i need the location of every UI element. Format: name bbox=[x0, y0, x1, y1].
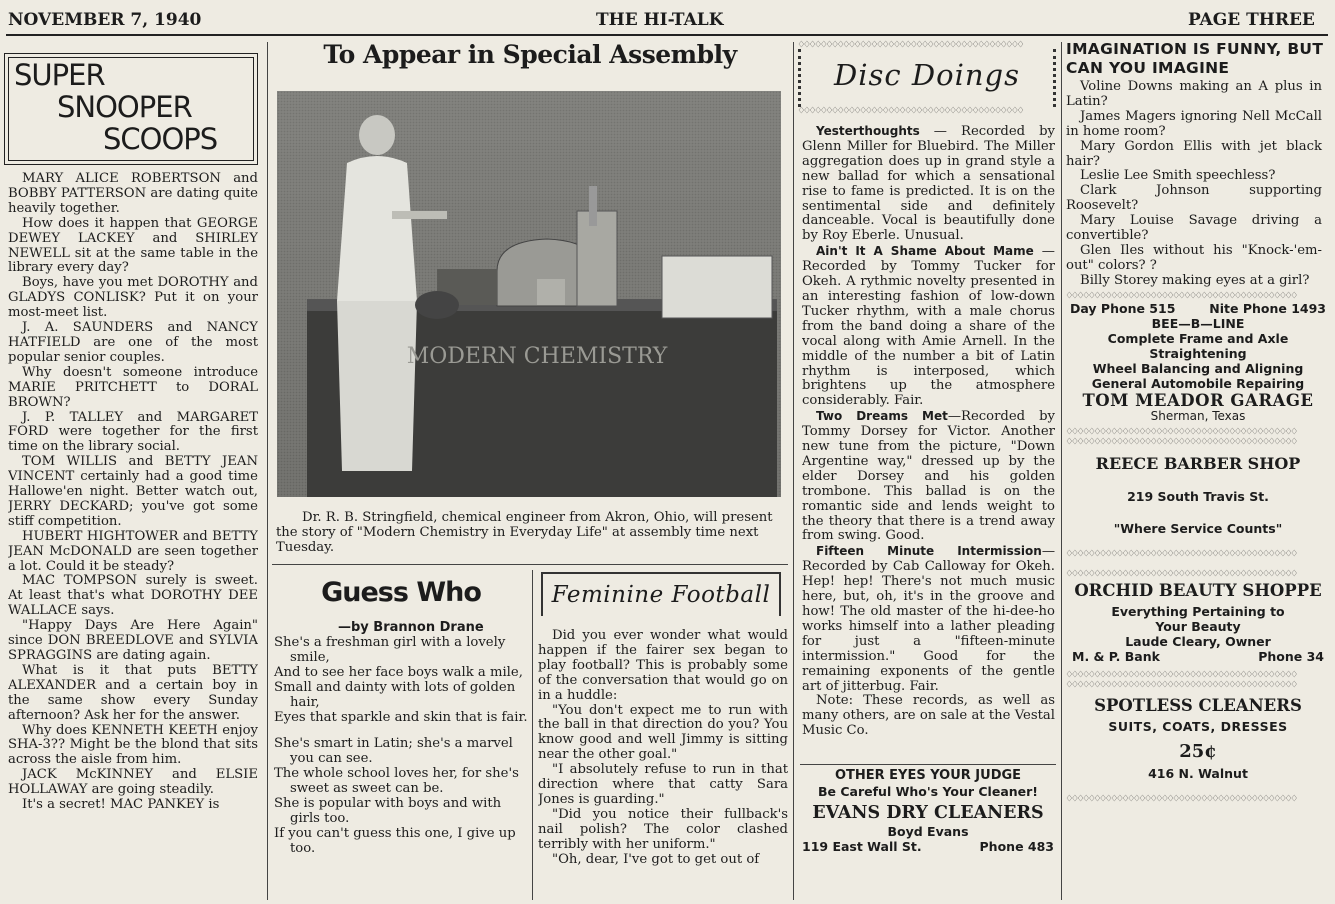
right-column bbox=[1066, 40, 1330, 900]
spotless-name: SPOTLESS CLEANERS bbox=[1094, 695, 1302, 715]
garage-city: Sherman, Texas bbox=[1150, 408, 1246, 423]
poem-line: She's smart in Latin; she's a marvel you can see. bbox=[274, 736, 513, 767]
snooper-item: How does it happen that GEORGE DEWEY LACKEY and SHIRLEY NEWELL sit at the same table in the library every day? bbox=[8, 215, 258, 276]
snooper-item: What is it that puts BETTY ALEXANDER and a certain boy in the same show every Sunday afternoon? Ask her for the answer. bbox=[8, 662, 258, 723]
poem-line: She's a freshman girl with a lovely smile, bbox=[274, 635, 506, 665]
disc-reviews bbox=[802, 124, 1055, 762]
snooper-item: It's a secret! MAC PANKEY is bbox=[22, 797, 220, 813]
garage-day-phone: Day Phone 515 bbox=[1070, 300, 1176, 316]
spotless-address: 416 N. Walnut bbox=[1148, 765, 1248, 781]
column-divider bbox=[267, 42, 268, 900]
snooper-item: HUBERT HIGHTOWER and BETTY JEAN McDONALD are seen together a lot. Could it be steady? bbox=[8, 528, 258, 574]
assembly-headline: To Appear in Special Assembly bbox=[323, 40, 737, 69]
orchid-name: ORCHID BEAUTY SHOPPE bbox=[1074, 580, 1322, 600]
ornament-border: ♢♢♢♢♢♢♢♢♢♢♢♢♢♢♢♢♢♢♢♢♢♢♢♢♢♢♢♢♢♢♢♢♢♢♢♢♢♢♢♢♢ bbox=[1066, 290, 1297, 300]
snooper-item: J. A. SAUNDERS and NANCY HATFIELD are one of the most popular senior couples. bbox=[8, 320, 258, 365]
feminine-paragraph: "You don't expect me to run with the ball in that direction do you? You know good and well Jimmy is sitting near the other goal." bbox=[538, 702, 788, 763]
review-title: Yesterthoughts bbox=[816, 124, 920, 138]
guess-who-title: Guess Who bbox=[321, 577, 481, 608]
garage-line: BEE—B—LINE bbox=[1151, 315, 1245, 331]
orchid-line2: Your Beauty bbox=[1155, 618, 1241, 634]
ornament-border: ♢♢♢♢♢♢♢♢♢♢♢♢♢♢♢♢♢♢♢♢♢♢♢♢♢♢♢♢♢♢♢♢♢♢♢♢♢♢♢♢♢ bbox=[1066, 436, 1297, 446]
masthead bbox=[0, 0, 1335, 38]
imagine-item: Voline Downs making an A plus in Latin? bbox=[1066, 79, 1322, 109]
review-title: Two Dreams Met bbox=[816, 409, 948, 424]
snooper-item: MAC TOMPSON surely is sweet. At least that's what DOROTHY DEE WALLACE says. bbox=[8, 573, 258, 619]
spotless-price: 25¢ bbox=[1179, 740, 1217, 762]
guess-who-section bbox=[272, 574, 530, 900]
snooper-item: Why doesn't someone introduce MARIE PRITCHETT to DORAL BROWN? bbox=[8, 364, 258, 410]
feminine-title: Feminine Football bbox=[551, 582, 771, 608]
ornament-border: ♢♢♢♢♢♢♢♢♢♢♢♢♢♢♢♢♢♢♢♢♢♢♢♢♢♢♢♢♢♢♢♢♢♢♢♢♢♢♢♢ bbox=[798, 106, 1023, 115]
ornament-border: ♢♢♢♢♢♢♢♢♢♢♢♢♢♢♢♢♢♢♢♢♢♢♢♢♢♢♢♢♢♢♢♢♢♢♢♢♢♢♢♢ bbox=[798, 40, 1023, 49]
imagine-item: Mary Louise Savage driving a convertible? bbox=[1066, 213, 1322, 244]
spotless-items: SUITS, COATS, DRESSES bbox=[1108, 718, 1288, 734]
review bbox=[802, 124, 1055, 244]
garage-name: TOM MEADOR GARAGE bbox=[1082, 390, 1314, 410]
snooper-title-line: SCOOPS bbox=[103, 122, 218, 156]
imagination-title: IMAGINATION IS FUNNY, BUT CAN YOU IMAGINE bbox=[1066, 40, 1324, 77]
evans-phone: Phone 483 bbox=[979, 839, 1054, 854]
review-title: Fifteen Minute Intermission bbox=[816, 544, 1042, 559]
evans-line2: Be Careful Who's Your Cleaner! bbox=[818, 784, 1038, 799]
poem-line: Small and dainty with lots of golden hair, bbox=[274, 679, 516, 710]
snooper-title-line: SNOOPER bbox=[57, 90, 192, 124]
orchid-line1: Everything Pertaining to bbox=[1111, 603, 1285, 619]
ornament-border: ♢♢♢♢♢♢♢♢♢♢♢♢♢♢♢♢♢♢♢♢♢♢♢♢♢♢♢♢♢♢♢♢♢♢♢♢♢♢♢♢♢ bbox=[1066, 548, 1297, 558]
orchid-ad bbox=[1066, 580, 1330, 664]
evans-owner: Boyd Evans bbox=[887, 824, 969, 839]
guess-who-byline: —by Brannon Drane bbox=[338, 620, 484, 635]
orchid-phone: Phone 34 bbox=[1258, 648, 1324, 664]
garage-service: Straightening bbox=[1149, 345, 1247, 361]
column-divider bbox=[1061, 42, 1062, 900]
snooper-item: JACK McKINNEY and ELSIE HOLLAWAY are going steadily. bbox=[8, 767, 258, 798]
reece-ad bbox=[1066, 453, 1330, 536]
snooper-item: J. P. TALLEY and MARGARET FORD were together for the first time on the library social. bbox=[8, 409, 258, 455]
garage-ad bbox=[1066, 301, 1330, 423]
imagine-item: Mary Gordon Ellis with jet black hair? bbox=[1066, 138, 1322, 169]
poem-line: If you can't guess this one, I give up too. bbox=[274, 825, 516, 856]
feminine-title-box bbox=[541, 572, 781, 616]
review-title: Ain't It A Shame About Mame bbox=[816, 244, 1034, 259]
evans-name: EVANS DRY CLEANERS bbox=[812, 803, 1044, 823]
ornament-border: ♢♢♢♢♢♢♢♢♢♢♢♢♢♢♢♢♢♢♢♢♢♢♢♢♢♢♢♢♢♢♢♢♢♢♢♢♢♢♢♢♢ bbox=[1066, 679, 1297, 689]
reece-address: 219 South Travis St. bbox=[1127, 488, 1269, 504]
disc-title-box bbox=[798, 40, 1056, 116]
feminine-paragraph: "Oh, dear, I've got to get out of bbox=[552, 851, 760, 867]
imagine-item: Leslie Lee Smith speechless? bbox=[1080, 168, 1276, 184]
garage-nite-phone: Nite Phone 1493 bbox=[1209, 300, 1326, 316]
ornament-border: ♢♢♢♢♢♢♢♢♢♢♢♢♢♢♢♢♢♢♢♢♢♢♢♢♢♢♢♢♢♢♢♢♢♢♢♢♢♢♢♢♢ bbox=[1066, 426, 1297, 436]
snooper-title-line: SUPER bbox=[14, 58, 105, 92]
section-rule bbox=[800, 764, 1056, 765]
ornament-border: ♢♢♢♢♢♢♢♢♢♢♢♢♢♢♢♢♢♢♢♢♢♢♢♢♢♢♢♢♢♢♢♢♢♢♢♢♢♢♢♢♢ bbox=[1066, 793, 1297, 803]
review-body: —Recorded by Tommy Dorsey for Victor. Another new tune from the picture, "Down Argentine way," dressed up by the elder Dorsey and his golden trombone. This ballad is on the romantic side and lends weight to the theory that there is a trend away from swing. Good. bbox=[802, 409, 1055, 544]
reece-slogan: "Where Service Counts" bbox=[1113, 520, 1283, 536]
review bbox=[802, 244, 1055, 409]
section-rule bbox=[272, 564, 788, 565]
column-divider bbox=[793, 42, 794, 900]
ornament-border: ♢♢♢♢♢♢♢♢♢♢♢♢♢♢♢♢♢♢♢♢♢♢♢♢♢♢♢♢♢♢♢♢♢♢♢♢♢♢♢♢♢ bbox=[1066, 568, 1297, 578]
feminine-paragraph: "I absolutely refuse to run in that direction where that catty Sara Jones is guarding." bbox=[538, 762, 788, 807]
snooper-item: "Happy Days Are Here Again" since DON BREEDLOVE and SYLVIA SPRAGGINS are dating again. bbox=[8, 618, 258, 663]
evans-line1: OTHER EYES YOUR JUDGE bbox=[834, 768, 1022, 783]
orchid-bank: M. & P. Bank bbox=[1072, 648, 1160, 664]
caption-text: Dr. R. B. Stringfield, chemical engineer from Akron, Ohio, will present the story of "Modern Chemistry in Everyday Life" at assembly time next Tuesday. bbox=[276, 511, 773, 555]
feminine-paragraph: Did you ever wonder what would happen if the fairer sex began to play football? This is probably some of the conversation that would go on in a huddle: bbox=[538, 628, 788, 703]
snooper-item: MARY ALICE ROBERTSON and BOBBY PATTERSON are dating quite heavily together. bbox=[8, 172, 258, 216]
photo-sign-text: MODERN CHEMISTRY bbox=[406, 344, 668, 369]
orchid-owner: Laude Cleary, Owner bbox=[1125, 633, 1271, 649]
snooper-item: Why does KENNETH KEETH enjoy SHA-3?? Might be the blond that sits across the aisle from him. bbox=[8, 722, 258, 768]
reece-name: REECE BARBER SHOP bbox=[1095, 453, 1301, 473]
poem-line: She is popular with boys and with girls too. bbox=[274, 796, 502, 826]
review bbox=[802, 409, 1055, 544]
masthead-rule bbox=[6, 34, 1328, 36]
evans-address: 119 East Wall St. bbox=[802, 839, 922, 854]
issue-date: NOVEMBER 7, 1940 bbox=[8, 10, 202, 30]
garage-service: Complete Frame and Axle bbox=[1107, 330, 1289, 346]
poem-line: Eyes that sparkle and skin that is fair. bbox=[274, 709, 528, 725]
evans-ad bbox=[800, 768, 1056, 858]
paper-name: THE HI-TALK bbox=[596, 10, 724, 30]
assembly-photo bbox=[277, 91, 781, 497]
snooper-item: TOM WILLIS and BETTY JEAN VINCENT certainly had a good time Hallowe'en night. Better watch out, JERRY DECKARD; you've got some stiff competition. bbox=[8, 454, 258, 529]
review bbox=[802, 544, 1055, 694]
snooper-column bbox=[8, 172, 258, 902]
imagine-item: James Magers ignoring Nell McCall in home room? bbox=[1066, 108, 1322, 139]
garage-service: General Automobile Repairing bbox=[1091, 375, 1305, 391]
imagine-item: Clark Johnson supporting Roosevelt? bbox=[1066, 183, 1322, 214]
column-divider bbox=[532, 570, 533, 900]
snooper-item: Boys, have you met DOROTHY and GLADYS CONLISK? Put it on your most-meet list. bbox=[8, 275, 258, 321]
page-number: PAGE THREE bbox=[1188, 10, 1315, 30]
disc-title: Disc Doings bbox=[834, 58, 1020, 92]
feminine-football-section bbox=[538, 572, 788, 900]
ornament-border: ♢♢♢♢♢♢♢♢♢♢♢♢♢♢♢♢♢♢♢♢♢♢♢♢♢♢♢♢♢♢♢♢♢♢♢♢♢♢♢♢♢ bbox=[1066, 669, 1297, 679]
disc-note: Note: These records, as well as many others, are on sale at the Vestal Music Co. bbox=[802, 693, 1055, 739]
review-body: — Recorded by Glenn Miller for Bluebird. The Miller aggregation does up in grand style a new ballad for which a sensational rise to fame is predicted. It is on the sentimental side and definitely danceable. Vocal is beautifully done by Roy Eberle. Unusual. bbox=[802, 124, 1055, 244]
review-body: —Recorded by Cab Calloway for Okeh. Hep! hep! There's not much music here, but, oh, it's in the groove and how! The old master of the hi-dee-ho works himself into a lather pleading for just a "fifteen-minute intermission." Good for the remaining exponents of the gentle art of jitterbug. Fair. bbox=[802, 544, 1055, 694]
garage-service: Wheel Balancing and Aligning bbox=[1092, 360, 1304, 376]
feminine-paragraph: "Did you notice their fullback's nail polish? The color clashed terribly with her uniform." bbox=[538, 806, 788, 852]
poem-line: And to see her face boys walk a mile, bbox=[274, 664, 523, 680]
snooper-title-box bbox=[4, 53, 258, 165]
poem-line: The whole school loves her, for she's sweet as sweet can be. bbox=[274, 766, 519, 797]
imagine-item: Billy Storey making eyes at a girl? bbox=[1080, 272, 1310, 288]
imagine-item: Glen Iles without his "Knock-'em-out" colors? ? bbox=[1066, 242, 1322, 273]
spotless-ad bbox=[1066, 695, 1330, 782]
review-body: —Recorded by Tommy Tucker for Okeh. A rythmic novelty presented in an interesting fashion of low-down Tucker rhythm, with a male chorus from the band doing a share of the vocal along with Amie Arnell. In the middle of the number a bit of Latin rhythm is interposed, which brightens up the atmosphere considerably. Fair. bbox=[802, 244, 1055, 409]
assembly-caption bbox=[276, 511, 788, 561]
